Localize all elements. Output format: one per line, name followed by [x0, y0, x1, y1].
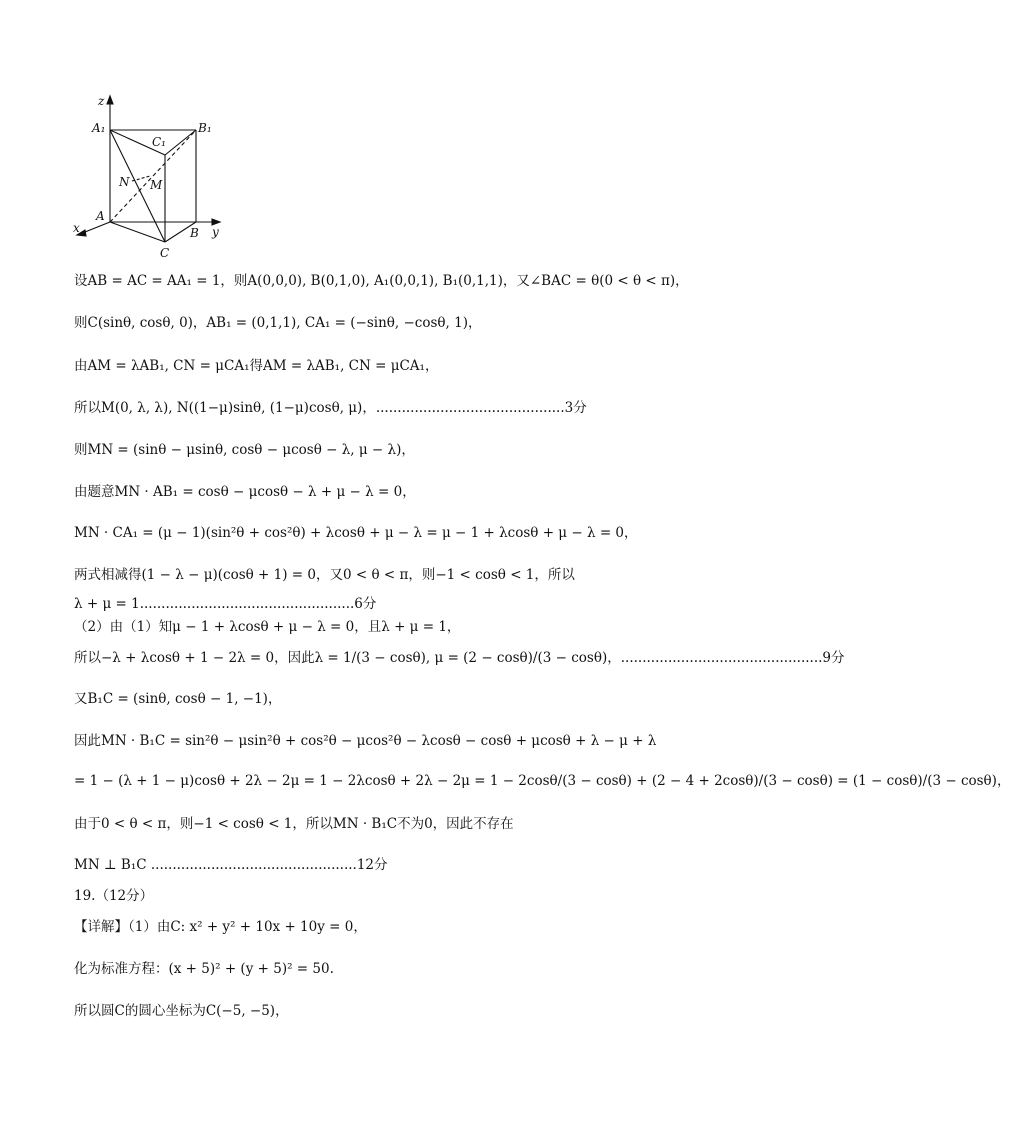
solution-line-1: 设AB = AC = AA₁ = 1，则A(0,0,0), B(0,1,0), A₁(0,0,1), B₁(0,1,1)，又∠BAC = θ(0 < θ < π)，	[74, 273, 689, 289]
solution-line-15: 由于0 < θ < π，则−1 < cosθ < 1，所以MN · B₁C不为0，因此不存在	[74, 816, 514, 832]
label-y: y	[212, 225, 219, 239]
solution-line-5: 则MN = (sinθ − μsinθ, cosθ − μcosθ − λ, μ − λ)，	[74, 442, 415, 458]
solution-19-line-1: 【详解】（1）由C: x² + y² + 10x + 10y = 0，	[74, 919, 367, 935]
question-19-header: 19.（12分）	[74, 888, 154, 904]
label-A1: A₁	[92, 121, 106, 135]
solution-line-11: 所以−λ + λcosθ + 1 − 2λ = 0，因此λ = 1/(3 − cosθ), μ = (2 − cosθ)/(3 − cosθ)，...............................................9分	[74, 650, 845, 666]
solution-line-14: = 1 − (λ + 1 − μ)cosθ + 2λ − 2μ = 1 − 2λcosθ + 2λ − 2μ = 1 − 2cosθ/(3 − cosθ) + (2 − 4 + 2cosθ)/(3 − cosθ) = (1 − cosθ)/(3 − cosθ)，	[74, 773, 1010, 789]
label-N: N	[119, 175, 130, 189]
prism-figure	[68, 88, 228, 260]
solution-19-line-2: 化为标准方程：(x + 5)² + (y + 5)² = 50.	[74, 961, 334, 977]
label-z: z	[98, 94, 105, 108]
solution-line-13: 因此MN · B₁C = sin²θ − μsin²θ + cos²θ − μcos²θ − λcosθ − cosθ + μcosθ + λ − μ + λ	[74, 733, 657, 749]
label-B: B	[190, 226, 199, 240]
label-B1: B₁	[198, 121, 212, 135]
solution-line-7: MN · CA₁ = (μ − 1)(sin²θ + cos²θ) + λcosθ + μ − λ = μ − 1 + λcosθ + μ − λ = 0，	[74, 525, 638, 541]
label-A: A	[96, 209, 105, 223]
label-x: x	[73, 221, 80, 235]
solution-line-8: 两式相减得(1 − λ − μ)(cosθ + 1) = 0，又0 < θ < π，则−1 < cosθ < 1，所以	[74, 567, 575, 583]
label-C: C	[160, 246, 170, 260]
solution-line-3: 由AM = λAB₁, CN = μCA₁得AM = λAB₁, CN = μCA₁，	[74, 358, 439, 374]
solution-line-12: 又B₁C = (sinθ, cosθ − 1, −1)，	[74, 691, 282, 707]
solution-line-10: （2）由（1）知μ − 1 + λcosθ + μ − λ = 0，且λ + μ = 1，	[74, 619, 461, 635]
solution-line-6: 由题意MN · AB₁ = cosθ − μcosθ − λ + μ − λ = 0，	[74, 484, 416, 500]
label-C1: C₁	[152, 135, 166, 149]
solution-line-2: 则C(sinθ, cosθ, 0)，AB₁ = (0,1,1), CA₁ = (−sinθ, −cosθ, 1)，	[74, 315, 482, 331]
solution-line-4: 所以M(0, λ, λ), N((1−μ)sinθ, (1−μ)cosθ, μ)，............................................3分	[74, 400, 587, 416]
solution-line-9: λ + μ = 1..................................................6分	[74, 596, 377, 612]
label-M: M	[150, 178, 163, 192]
solution-line-16: MN ⊥ B₁C ................................................12分	[74, 857, 388, 873]
solution-19-line-3: 所以圆C的圆心坐标为C(−5, −5)，	[74, 1003, 289, 1019]
